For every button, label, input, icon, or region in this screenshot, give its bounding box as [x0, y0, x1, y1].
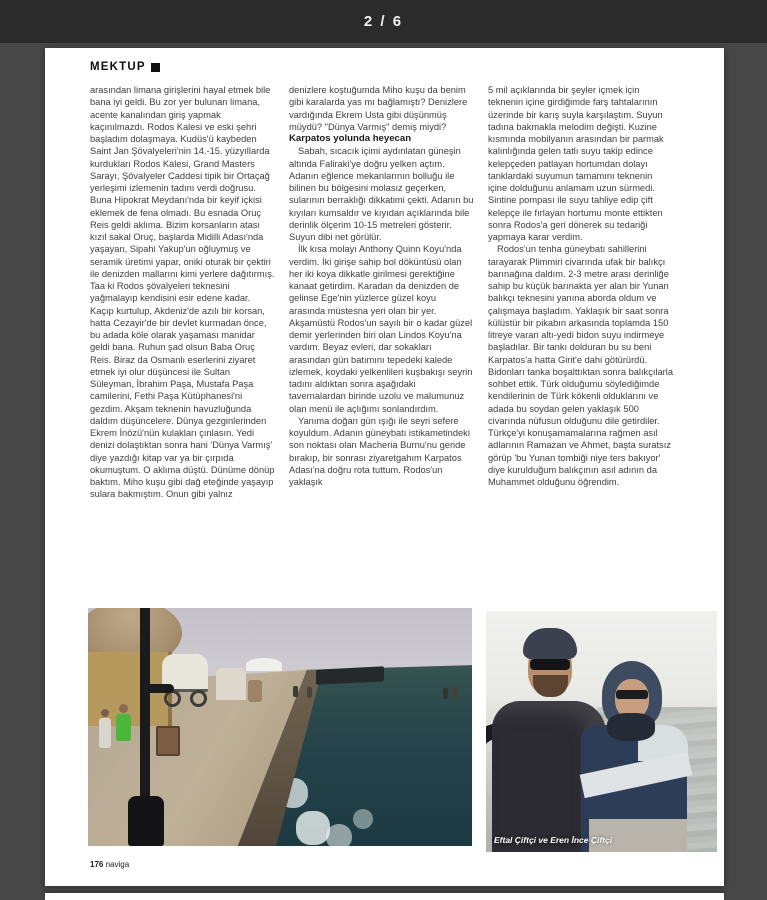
harbor-promenade-photo — [88, 608, 472, 846]
article-paragraph: Sabah, sıcacık içimi aydınlatan güneşin altında Faliraki'ye doğru yelken açtım. Adanın eğlence mekanlarının bolluğu ile bilinen bu bölgesini molasız geçerken, sularının berraklığı dikkatimi çekti. Adanın bu kıyıları kumsaldır ve kıyıdan açıklarında bile derinlik ölçerim 10-15 metreleri gösterir. Suyun dibi net görülür. — [289, 146, 474, 242]
seated-person — [248, 680, 262, 702]
woman-scarf — [607, 713, 655, 741]
vendor-cart — [216, 668, 246, 700]
article-paragraph: Rodos'un tenha güneybatı sahillerini tarayarak Plimmiri civarında ufak bir balıkçı barınağına daldım. 2-3 metre arası derinliğe sahip bu küçük barınakta yer alan bir Yunan balıkçı teknesini yanına aborda oldum ve çalışmaya başladım. Yaklaşık bir saat sonra külüstür bir pikabın arkasında toplamda 150 litreye varan altı-yedi bidon suyu indirmeye başladılar. Bir tankı dolduran bu su beni Karpatos'a hatta Girit'e dahi götürürdü. Bidonları tanka boşalttıktan sonra balıkçılarla sohbet ettik. Türk olduğumu söylediğimde kendilerinin de Türk kökenli olduklarını ve adada bu soydan gelen yaklaşık 500 civarında nüfusun olduğunu dile getirdiler. Türkçe'yi konuşamamalarına rağmen asıl adlarının Ramazan ve Ahmet, başta suratsız görüp 'bu Yunan tombiği niye ters bakıyor' diye kurulduğum balıkçının asıl adının da Muhammet olduğunu öğrendim. — [488, 244, 673, 487]
folio-page-number: 176 — [90, 860, 104, 869]
pedestrian-green-shirt — [116, 714, 131, 741]
page-indicator: 2 / 6 — [363, 13, 404, 30]
couple-on-boat-photo — [486, 611, 717, 852]
photo-caption: Eftal Çiftçi ve Eren İnce Çiftçi — [494, 835, 613, 845]
page-footer — [90, 860, 129, 869]
article-subheading: Karpatos yolunda heyecan — [289, 133, 412, 144]
lamppost-arm — [148, 684, 174, 693]
pedestrian-head — [101, 709, 109, 717]
document-page[interactable] — [45, 48, 724, 886]
man-sunglasses — [530, 659, 570, 670]
lamppost-base — [128, 796, 164, 846]
article-paragraph: denizlere koştuğumda Miho kuşu da benim gibi karalarda yas mı bağlamıştı? Denizlere vardığında Ekrem Usta gibi düşünmüş müydü? "Dünya Varmış" demiş miydi? — [289, 85, 468, 132]
pedestrian-white-shirt — [99, 718, 111, 748]
distant-pedestrians — [293, 686, 298, 697]
magazine-name: naviga — [105, 860, 130, 869]
article-columns — [90, 84, 673, 606]
white-umbrella — [246, 658, 282, 671]
section-label: MEKTUP — [90, 61, 146, 73]
article-column-2 — [289, 84, 474, 606]
section-header — [90, 61, 160, 73]
woman-sunglasses — [616, 690, 648, 699]
man-beanie — [523, 628, 577, 659]
article-paragraph: İlk kısa molayı Anthony Quinn Koyu'nda verdim. İki girişe sahip bol döküntüsü olan her iki koya dikkatle girilmesi gerektiğine kanaat getirdim. Karadan da denizden de gelinse Ege'nin yüzlerce güzel koyu arasında müstesna yeri olan bir yer. Akşamüstü Rodos'un sayılı bir o kadar güzel demir yerlerinden biri olan Lindos Koyu'na vardım. Beyaz evleri, dar sokakları arasından gün batımını tepedeki kalede izlemek, koydaki yelkenlileri kuşbakışı seyrin tadını aldıktan sonra aşağıdaki tavernalardan birinde uzolu ve malumunuz olan menü ile açlığımı sonlandırdım. — [289, 244, 473, 414]
trash-bin — [156, 726, 180, 756]
article-paragraph: arasından limana girişlerini hayal etmek bile bana iyi geldi. Bu zor yer bulunan limana, acente kanalından giriş yapmak kaçınılmazdı. Rodos Kalesi ve eski şehri başladım dolaşmaya. Kudüs'ü kaybeden Saint Jan Şövalyeleri'nin 14.-15. yüzyıllarda kurdukları Rodos Kalesi, Grand Masters Sarayı, Şövalyeler Caddesi tipik bir Ortaçağ yerleşimi izlemenin tadını verdi doğrusu. Buna Hipokrat Meydanı'nda bir keyif içkisi eklemek de fena olmadı. Bu esnada Oruç Reis geldi aklıma. Bizim korsanların atası kızıl sakal Oruç, başlarda Midilli Adası'nda yaşayan, Sipahi Yakup'un oğluymuş ve seramik üretimi yapar, oniki oturak bir çektiri ile denizden mallarını kimi yerlere dağıtırmış. Taa ki Rodos şövalyeleri teknesini yağmalayıp kendisini esir edene kadar. Kaçıp kurtulup, Akdeniz'de azılı bir korsan, hatta Cezayir'de bir devlet kurmadan önce, bu adada köle olarak yaşaması manidar geldi bana. Ruhun şad olsun Baba Oruç Reis. Biraz da Osmanlı eserlerini ziyaret etmek iyi olur düşüncesi ile Sultan Süleyman, İbrahim Paşa, Mustafa Paşa camilerini, Fethi Paşa Kütüphanesi'ni gezdim. Akşam teknenin havuzluğunda daldım düşüncelere. Dünya gezginlerinden Ekrem İnözü'nün kulakları çınlasın. Yedi denizi dolaştıktan sonra hani 'Dünya Varmış' diye yazdığı kitap var ya bir çırpıda okumuştum. O aklıma düştü. Dünüme dönüp baktım. Miho kuşu gibi dağ eteğinde yaşayıp sulara bakmıştım. Onun gibi yalnız — [90, 85, 275, 500]
article-column-1 — [90, 84, 275, 606]
viewer-toolbar — [0, 0, 767, 43]
carriage-wheel — [190, 690, 207, 707]
article-paragraph: Yanıma doğan gün ışığı ile seyri sefere koyuldum. Adanın güneybatı istikametindeki son noktası olan Macheria Burnu'nu geride bırakıp, bir sonrası ziyaretgahım Karpatos Adası'na doğru rota tuttum. Rodos'un yaklaşık — [289, 415, 470, 487]
pedestrian-head — [119, 704, 128, 713]
section-square-icon — [151, 63, 160, 72]
article-paragraph: 5 mil açıklarında bir şeyler içmek için teknenin içine girdiğimde farş tahtalarının üzerinde bir karış suyla karşılaştım. Suyun tadına bakmakla melodim değişti. Kuzine kısmında mobilyanın arasından bir parmak kalınlığında gelen tatlı suyu takip edince kelepçeden patlayan hortumdan dolayı tanklardaki suyumun tamamını teknenin içine dolduğunu anlamam uzun sürmedi. Sintine pompası ile suyu tahliye edip çift kelepçe ile fırlayan hortumu monte ettikten sonra Rodos'a geri dönerek su tedariği yapmaya karar verdim. — [488, 85, 664, 242]
article-column-3 — [488, 84, 673, 606]
next-page-preview[interactable] — [45, 893, 724, 900]
